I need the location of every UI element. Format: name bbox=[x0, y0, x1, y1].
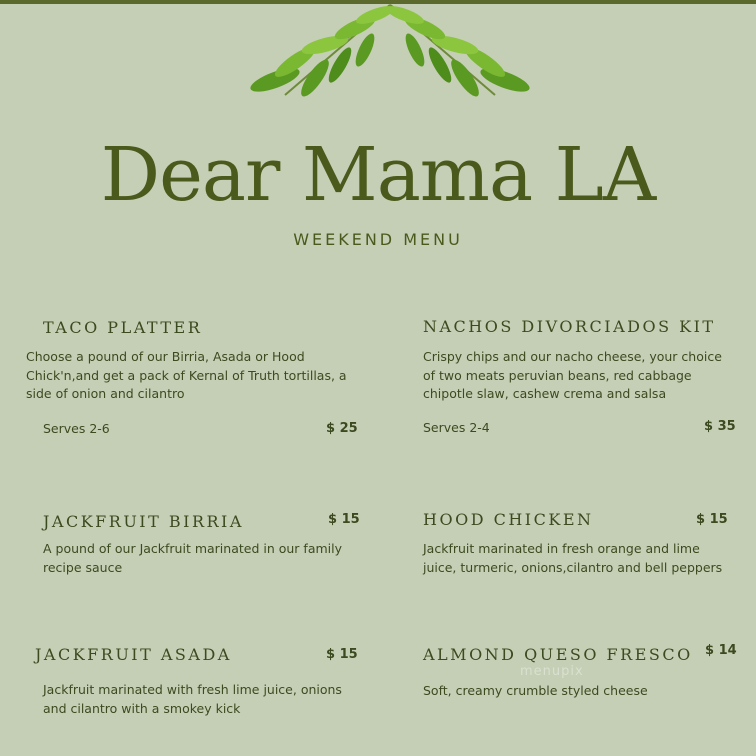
menu-item-name: ALMOND QUESO FRESCO bbox=[423, 645, 693, 664]
menu-item-description: Jackfruit marinated in fresh orange and lime juice, turmeric, onions,cilantro and bell peppers bbox=[423, 541, 723, 575]
page-title: Dear Mama LA bbox=[100, 132, 656, 218]
menu-item-name: NACHOS DIVORCIADOS KIT bbox=[423, 317, 716, 336]
menu-item-description: Jackfruit marinated with fresh lime juice, onions and cilantro with a smokey kick bbox=[43, 682, 342, 716]
menu-item-price: $ 15 bbox=[326, 647, 358, 662]
menu-item-price: $ 35 bbox=[704, 419, 736, 434]
menu-item-price: $ 14 bbox=[705, 643, 737, 658]
olive-branch-icon bbox=[215, 0, 565, 110]
menu-item-description: Soft, creamy crumble styled cheese bbox=[423, 683, 648, 698]
menu-item-description: Choose a pound of our Birria, Asada or Hood Chick'n,and get a pack of Kernal of Truth tortillas, a side of onion and cilantro bbox=[26, 349, 347, 401]
menu-item-name: HOOD CHICKEN bbox=[423, 510, 594, 529]
menu-item-name: JACKFRUIT BIRRIA bbox=[43, 512, 244, 531]
menu-item-price: $ 15 bbox=[696, 512, 728, 527]
menu-item-serves: Serves 2-4 bbox=[423, 420, 490, 435]
menu-item-serves: Serves 2-6 bbox=[43, 421, 110, 436]
menu-item-description: Crispy chips and our nacho cheese, your choice of two meats peruvian beans, red cabbage chipotle slaw, cashew crema and salsa bbox=[423, 349, 722, 401]
watermark: menupix bbox=[520, 664, 584, 679]
menu-item-name: JACKFRUIT ASADA bbox=[35, 645, 232, 664]
menu-item-price: $ 15 bbox=[328, 512, 360, 527]
menu-item-price: $ 25 bbox=[326, 421, 358, 436]
page-subtitle: WEEKEND MENU bbox=[293, 230, 463, 249]
menu-item-description: A pound of our Jackfruit marinated in our family recipe sauce bbox=[43, 541, 342, 575]
menu-item-name: TACO PLATTER bbox=[43, 318, 203, 337]
